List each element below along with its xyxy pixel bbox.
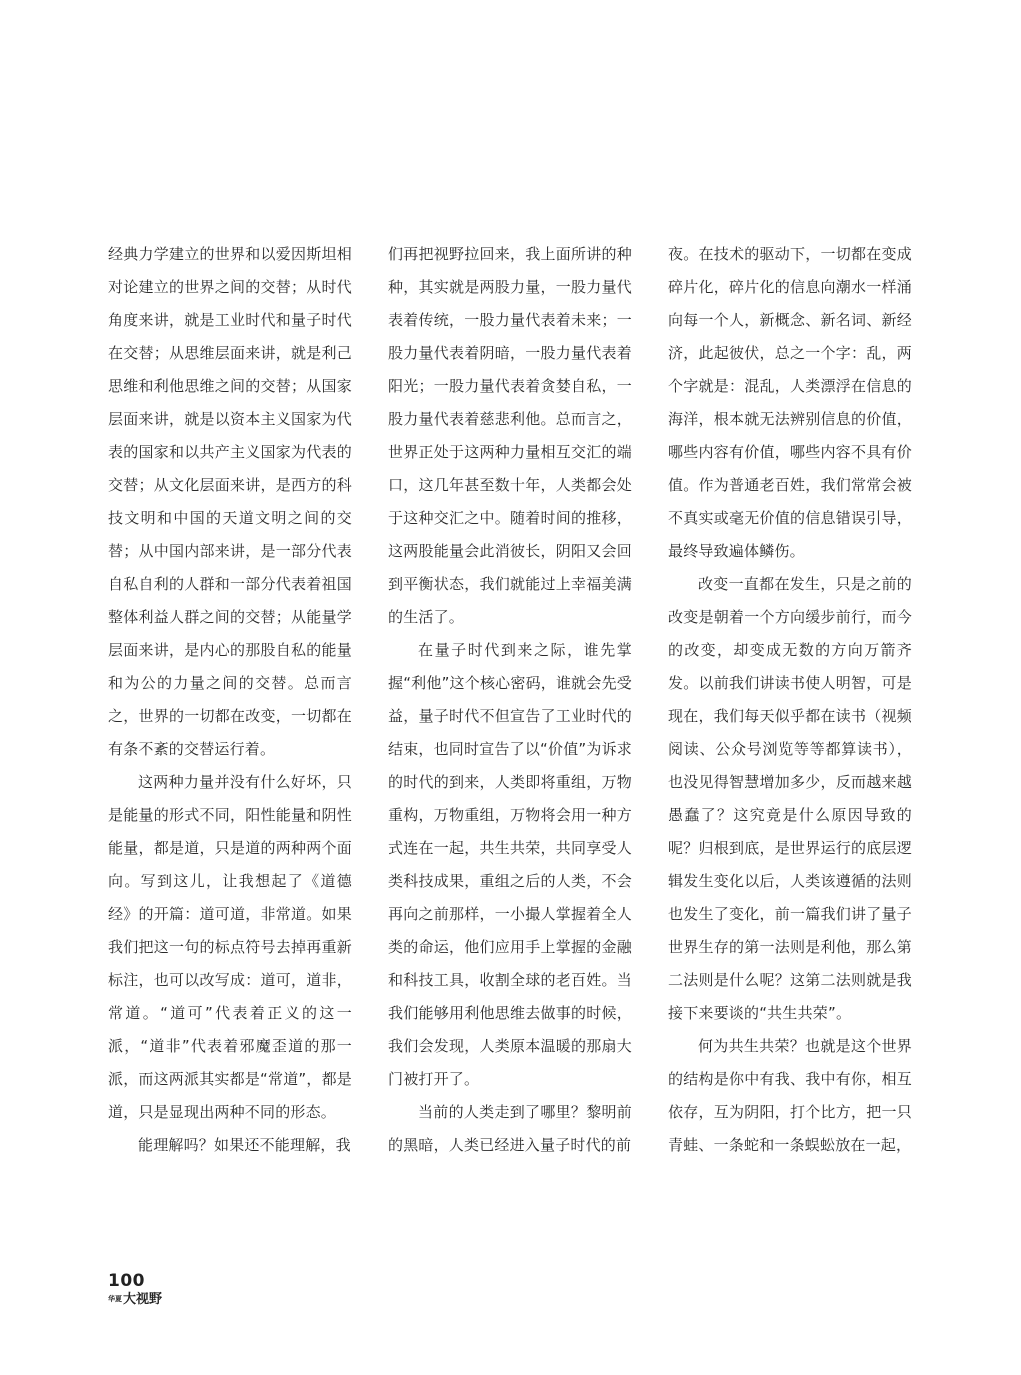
paragraph: 在量子时代到来之际，谁先掌握“利他”这个核心密码，谁就会先受益，量子时代不但宣告了工业时代的结束，也同时宣告了以“价值”为诉求的时代的到来，人类即将重组，万物重构，万物重组，万物将会用一种方式连在一起，共生共荣，共同享受人类科技成果，重组之后的人类，不会再向之前那样，一小撮人掌握着全人类的命运，他们应用手上掌握的金融和科技工具，收割全球的老百姓。当我们能够用利他思维去做事的时候，我们会发现，人类原本温暖的那扇大门被打开了。 — [388, 641, 632, 1088]
page-number: 100 — [108, 1271, 145, 1291]
paragraph: 夜。在技术的驱动下，一切都在变成碎片化，碎片化的信息向潮水一样涌向每一个人，新概念、新名词、新经济，此起彼伏，总之一个字：乱，两个字就是：混乱，人类漂浮在信息的海洋，根本就无法辨别信息的价值，哪些内容有价值，哪些内容不具有价值。作为普通老百姓，我们常常会被不真实或毫无价值的信息错误引导，最终导致遍体鳞伤。 — [668, 245, 912, 560]
magazine-logo — [108, 1291, 162, 1307]
paragraph: 改变一直都在发生，只是之前的改变是朝着一个方向缓步前行，而今的改变，却变成无数的方向万箭齐发。以前我们讲读书使人明智，可是现在，我们每天似乎都在读书（视频阅读、公众号浏览等等都算读书），也没见得智慧增加多少，反而越来越愚蠢了？这究竟是什么原因导致的呢？归根到底，是世界运行的底层逻辑发生变化以后，人类该遵循的法则也发生了变化，前一篇我们讲了量子世界生存的第一法则是利他，那么第二法则是什么呢？这第二法则就是我接下来要谈的“共生共荣”。 — [668, 575, 912, 1022]
magazine-logo-name: 大视野 — [123, 1292, 163, 1307]
paragraph: 们再把视野拉回来，我上面所讲的种种，其实就是两股力量，一股力量代表着传统，一股力量代表着未来；一股力量代表着阴暗，一股力量代表着阳光；一股力量代表着贪婪自私，一股力量代表着慈悲利他。总而言之，世界正处于这两种力量相互交汇的端口，这几年甚至数十年，人类都会处于这种交汇之中。随着时间的推移，这两股能量会此消彼长，阴阳又会回到平衡状态，我们就能过上幸福美满的生活了。 — [388, 245, 632, 626]
paragraph: 经典力学建立的世界和以爱因斯坦相对论建立的世界之间的交替；从时代角度来讲，就是工业时代和量子时代在交替；从思维层面来讲，就是利己思维和利他思维之间的交替；从国家层面来讲，就是以资本主义国家为代表的国家和以共产主义国家为代表的交替；从文化层面来讲，是西方的科技文明和中国的天道文明之间的交替；从中国内部来讲，是一部分代表自私自利的人群和一部分代表着祖国整体利益人群之间的交替；从能量学层面来讲，是内心的那股自私的能量和为公的力量之间的交替。总而言之，世界的一切都在改变，一切都在有条不紊的交替运行着。 — [108, 245, 352, 758]
paragraph: 当前的人类走到了哪里？黎明前的黑暗，人类已经进入量子时代的前 — [388, 1103, 632, 1154]
paragraph: 能理解吗？如果还不能理解，我 — [138, 1136, 351, 1154]
text-column-2 — [388, 238, 632, 1162]
paragraph: 这两种力量并没有什么好坏，只是能量的形式不同，阳性能量和阴性能量，都是道，只是道的两种两个面向。写到这儿，让我想起了《道德经》的开篇：道可道，非常道。如果我们把这一句的标点符号去掉再重新标注，也可以改写成：道可，道非，常道。“道可”代表着正义的这一派，“道非”代表着邪魔歪道的那一派，而这两派其实都是“常道”，都是道，只是显现出两种不同的形态。 — [108, 773, 352, 1121]
text-column-3 — [668, 238, 912, 1162]
text-column-1 — [108, 238, 352, 1162]
page-footer — [108, 1272, 162, 1307]
magazine-logo-prefix: 华夏 — [108, 1294, 122, 1303]
paragraph: 何为共生共荣？也就是这个世界的结构是你中有我、我中有你，相互依存，互为阴阳，打个比方，把一只青蛙、一条蛇和一条蜈蚣放在一起， — [668, 1037, 912, 1154]
